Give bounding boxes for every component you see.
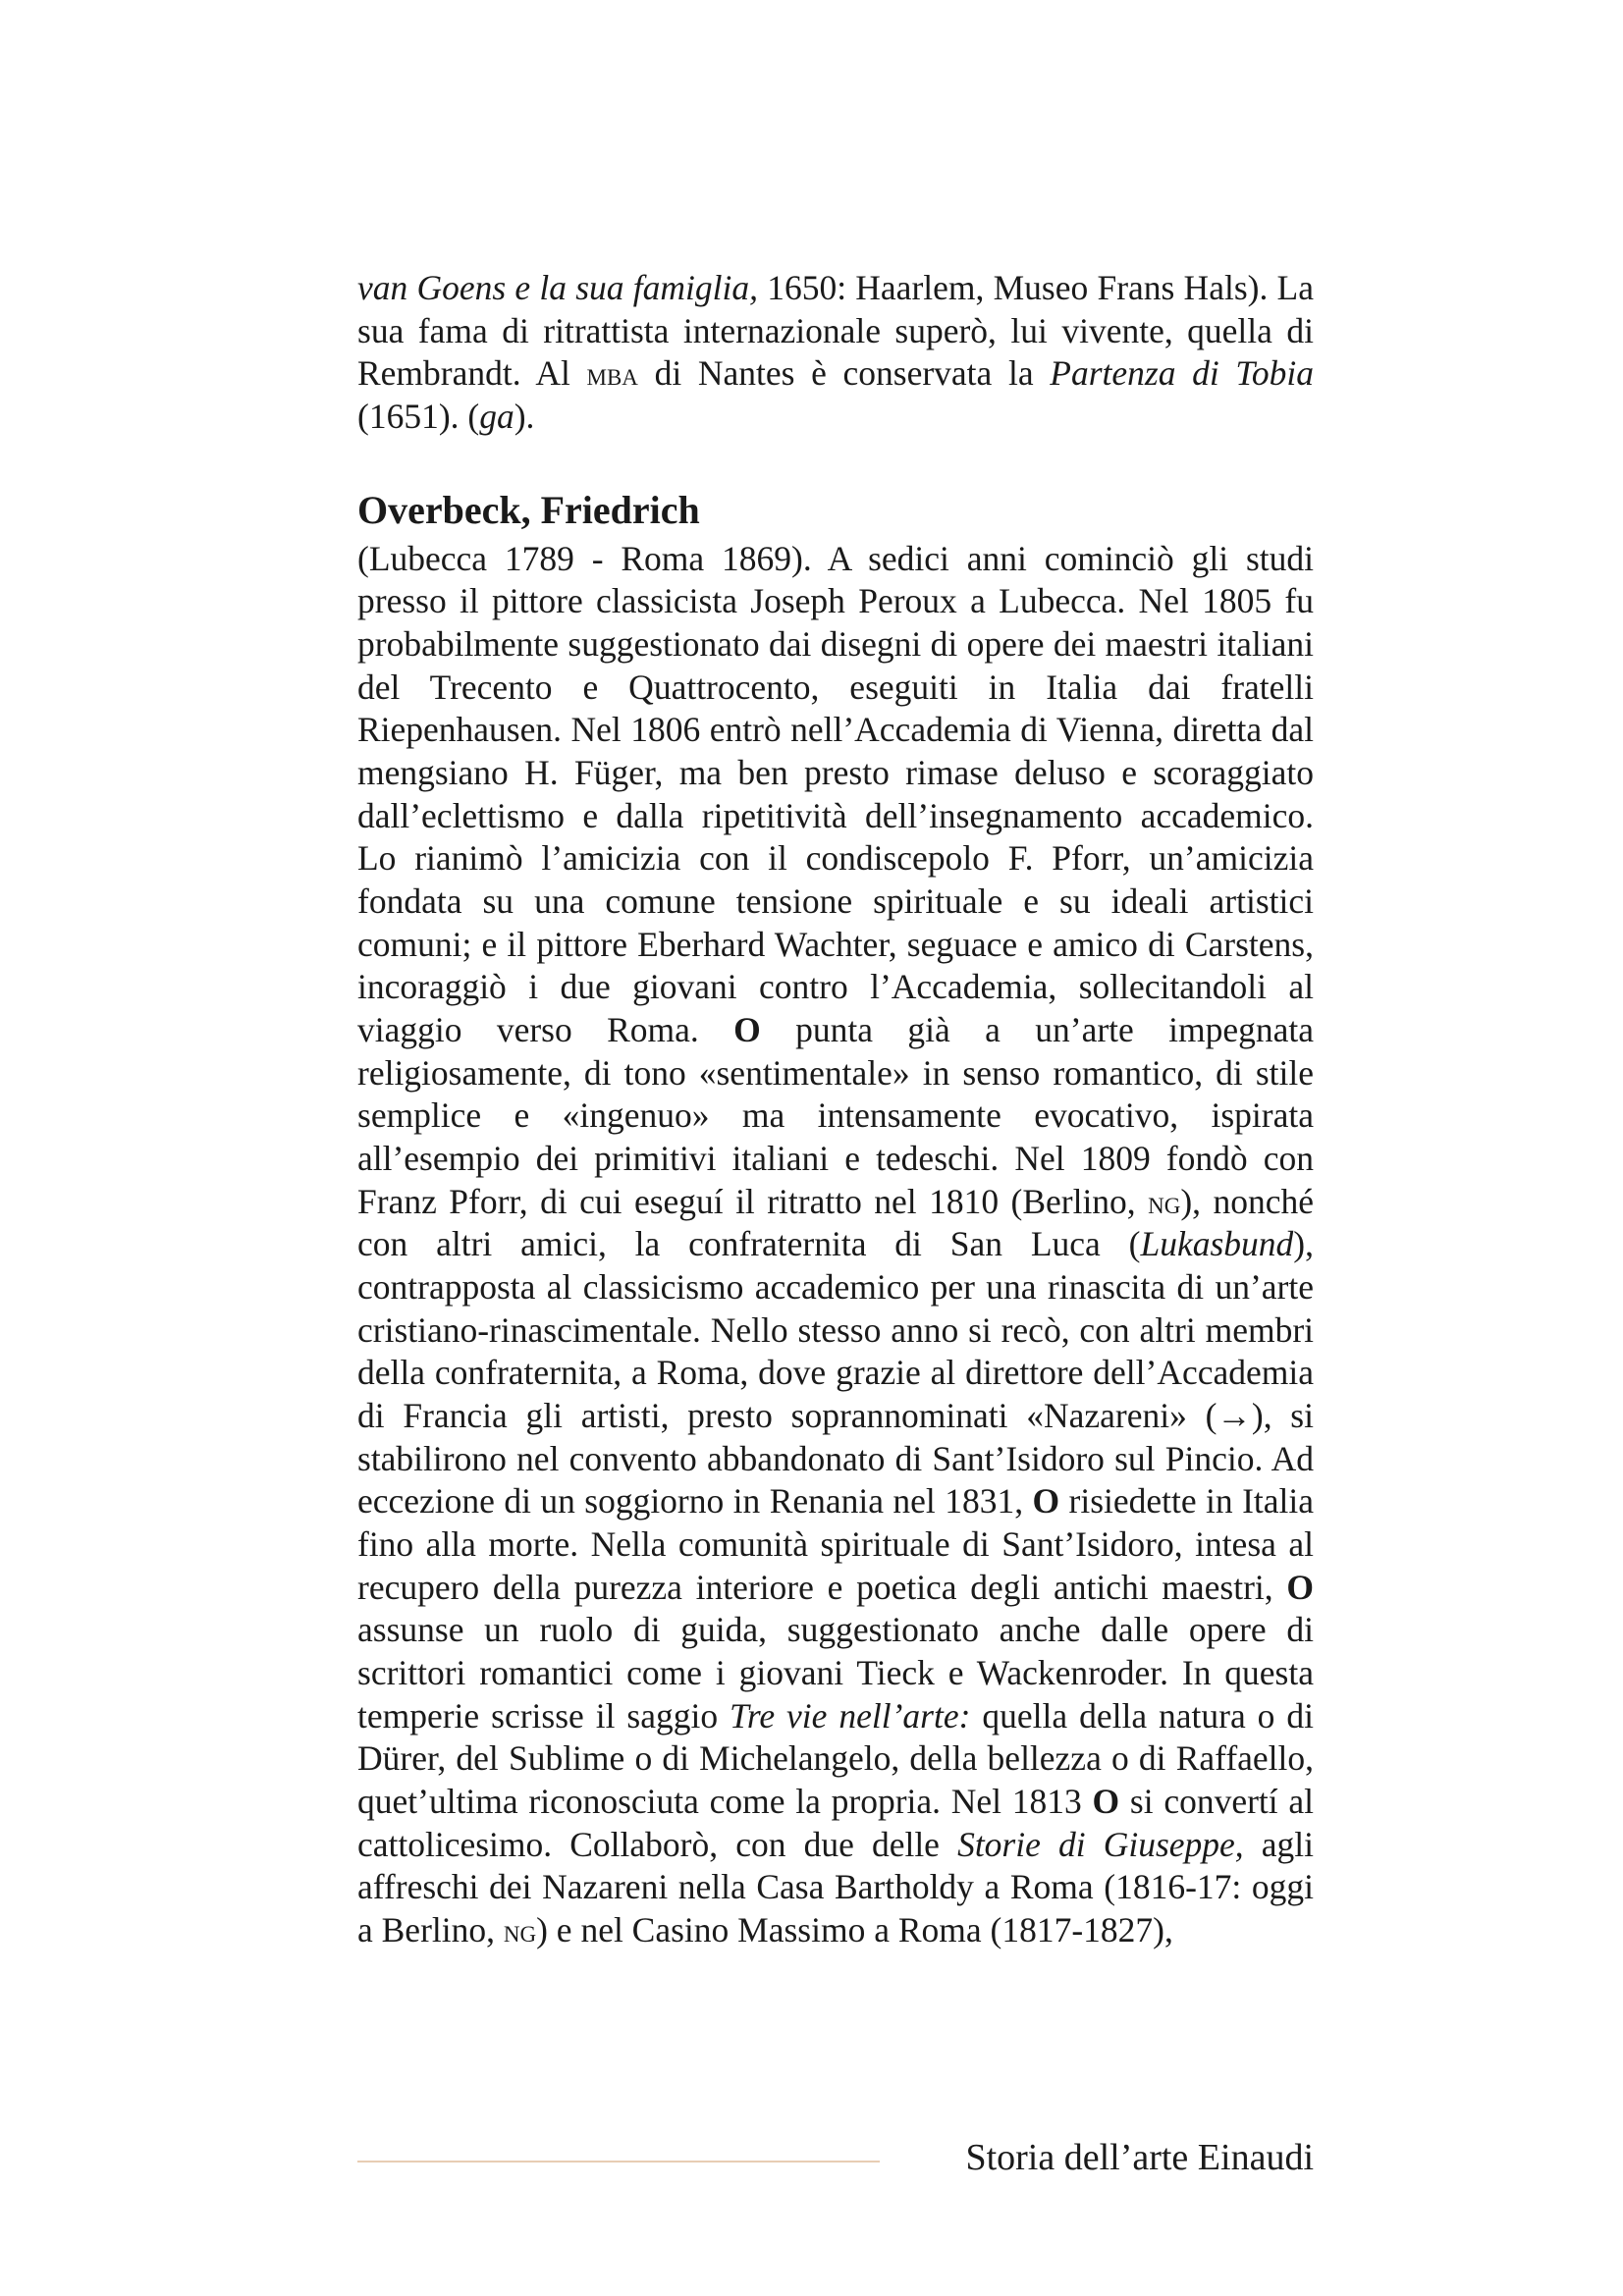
text-run: si convertí al cattolicesimo. Collaborò, con due delle	[357, 1781, 1314, 1864]
text-run: assunse un ruolo di guida, suggestionato anche dalle opere di scrittori romantici come i giovani Tieck e Wackenroder. In questa temperie scrisse il saggio	[357, 1610, 1314, 1735]
text-run: di Nantes è conservata la	[637, 353, 1051, 394]
entry-heading: Overbeck, Friedrich	[357, 487, 700, 532]
text-run: ), nonché con altri amici, la confraternita di San Luca (	[357, 1181, 1315, 1264]
work-title: Storie di Giuseppe,	[957, 1824, 1244, 1864]
text-run: risiedette in Italia fino alla morte. Nella comunità spirituale di Sant’Isidoro, intesa al recupero della purezza interiore e poetica degli antichi maestri,	[357, 1481, 1314, 1607]
intro-paragraph	[357, 267, 1314, 439]
entry-abbrev: O	[1286, 1567, 1314, 1607]
text-run: agli affreschi dei Nazareni nella Casa Bartholdy a Roma (1816-17: oggi a Berlino,	[357, 1824, 1314, 1949]
entry-abbrev: O	[1032, 1481, 1060, 1522]
page-body	[357, 267, 1314, 1951]
abbreviation-ng: ng	[503, 1913, 537, 1949]
text-run: ) e nel Casino Massimo a Roma (1817-1827),	[536, 1909, 1173, 1949]
abbreviation-ng: ng	[1148, 1185, 1181, 1221]
footer-title: Storia dell’arte Einaudi	[965, 2137, 1314, 2178]
work-title: van Goens e la sua famiglia,	[357, 268, 758, 307]
author-initials: ga	[479, 396, 514, 436]
work-title: Tre vie nell’arte:	[730, 1695, 971, 1735]
work-title: Lukasbund	[1140, 1224, 1294, 1264]
entry-abbrev: O	[1092, 1781, 1120, 1821]
text-run: 1650: Haarlem, Museo Frans Hals). La sua fama di ritrattista internazionale superò, lui vivente, quella di Rembrandt. Al	[357, 268, 1314, 394]
work-title: Partenza di Tobia	[1050, 353, 1314, 394]
text-run: ), contrapposta al classicismo accademico per una rinascita di un’arte cristiano-rinascimentale. Nello stesso anno si recò, con altri membri della confraternita, a Roma, dove grazie al direttore dell’Accademia di Francia gli artisti, presto soprannominati «Nazareni» (→), si stabilirono nel convento abbandonato di Sant’Isidoro sul Pincio. Ad eccezione di un soggiorno in Renania nel 1831,	[357, 1224, 1314, 1522]
entry-paragraph	[357, 538, 1314, 1952]
text-run: punta già a un’arte impegnata religiosamente, di tono «sentimentale» in senso romantico, di stile semplice e «ingenuo» ma intensamente evocativo, ispirata all’esempio dei primitivi italiani e tedeschi. Nel 1809 fondò con Franz Pforr, di cui eseguí il ritratto nel 1810 (Berlino,	[357, 1010, 1314, 1221]
entry-abbrev: O	[733, 1010, 761, 1050]
text-run: quella della natura o di Dürer, del Sublime o di Michelangelo, della bellezza o di Raffaello, quet’ultima riconosciuta come la propria. Nel 1813	[357, 1695, 1314, 1821]
text-run: (1651). (	[357, 396, 480, 436]
text-run: (Lubecca 1789 - Roma 1869). A sedici anni cominciò gli studi presso il pittore classicista Joseph Peroux a Lubecca. Nel 1805 fu probabilmente suggestionato dai disegni di opere dei maestri italiani del Trecento e Quattrocento, eseguiti in Italia dai fratelli Riepenhausen. Nel 1806 entrò nell’Accademia di Vienna, diretta dal mengsiano H. Füger, ma ben presto rimase deluso e scoraggiato dall’eclettismo e dalla ripetitività dell’insegnamento accademico. Lo rianimò l’amicizia con il condiscepolo F. Pforr, un’amicizia fondata su una comune tensione spirituale e su ideali artistici comuni; e il pittore Eberhard Wachter, seguace e amico di Carstens, incoraggiò i due giovani contro l’Accademia, sollecitandoli al viaggio verso Roma.	[357, 538, 1314, 1050]
text-run: ).	[514, 396, 535, 436]
footer-rule	[357, 2161, 880, 2163]
abbreviation-mba: mba	[586, 357, 638, 394]
